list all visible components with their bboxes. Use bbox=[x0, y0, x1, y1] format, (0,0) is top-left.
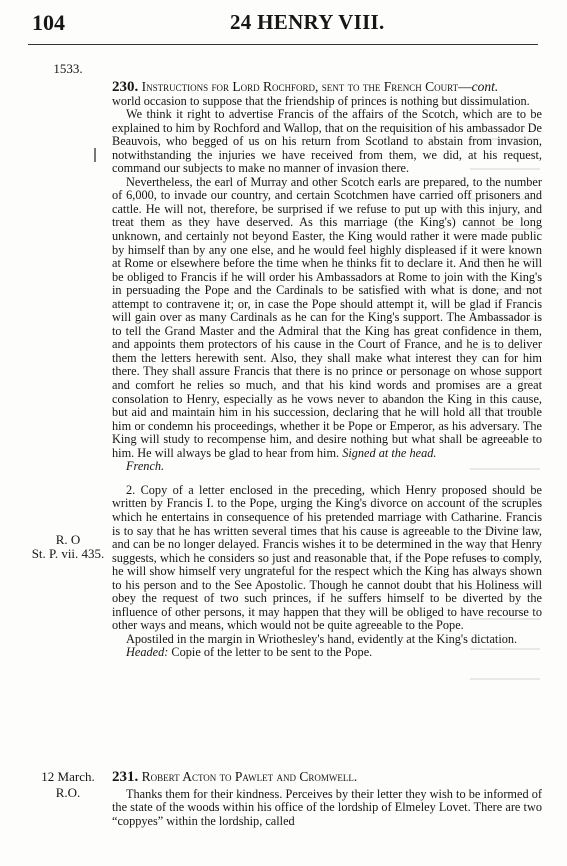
entry-230-title-suffix: cont. bbox=[471, 79, 499, 94]
entry-231-para-1: Thanks them for their kindness. Perceives by their letter they wish to be informed of the state of the woods within his office of the lordship of Elmeley Lovet. There are two “coppyes” within the lordship, called bbox=[112, 786, 542, 828]
entry-230-title: Instructions for Lord Rochford, sent to the French Court— bbox=[141, 79, 472, 94]
entry-230-para-4: Apostiled in the margin in Wriothesley's hand, evidently at the King's dictation. bbox=[126, 631, 518, 646]
entry-231-title: Robert Acton to Pawlet and Cromwell. bbox=[141, 769, 358, 784]
margin-mark bbox=[94, 148, 96, 162]
entry-231-number: 231. bbox=[112, 769, 139, 785]
header-rule bbox=[28, 44, 538, 45]
entry-230-para-2-text: Nevertheless, the earl of Murray and other Scotch earls are prepared, to the number of 6,000, to invade our country, and certain Scotchmen have carried off prisoners and cattle. He will not, therefore, be surprised if we refuse to put up with this injury, and treat them as they have deserved. As this marriage (the King's) cannot be long unknown, and certainly not beyond Easter, the King would rather it were made public by himself than by any one else, and he would feel highly displeased if it were known at Rome or elsewhere before the time when he thinks fit to declare it. And then he will be obliged to Francis if he will order his Ambassadors at Rome to join with the King's in persuading the Pope and the Cardinals to be satisfied with what is done, and not attempt to contravene it; or, in case the Pope should attempt it, will be glad if Francis will gain over as many Cardinals as he can for the King's support. The Ambassador is to tell the Grand Master and the Admiral that the King has great confidence in them, and appoints them protectors of his cause in the Court of France, and he is to deliver them the letters herewith sent. Also, they shall make what interest they can for him there. They shall assure Francis that there is no prince or personage on whose support and comfort he relies so much, and that his kind words and promises are a great consolation to Henry, especially as he vows never to abandon the King in this cause, but aid and maintain him in his succession, declaring that he will hold all that trouble him or condemn his proceedings, whether it be Pope or Emperor, as his adversary. The King will study to recompense him, and desire nothing but what shall be agreeable to him. He will always be glad to hear from him. bbox=[112, 174, 542, 460]
margin-date-2: 12 March. bbox=[41, 769, 95, 784]
entry-230-language bbox=[112, 460, 542, 474]
entry-231-heading bbox=[112, 770, 542, 785]
entry-230-continuation: world occasion to suppose that the friendship of princes is nothing but dissimulation. bbox=[112, 93, 530, 108]
entry-230 bbox=[112, 80, 542, 660]
margin-year: 1533. bbox=[53, 61, 83, 76]
entry-231 bbox=[112, 770, 542, 828]
entry-230-heading bbox=[112, 80, 542, 95]
entry-230-headed-text: Copie of the letter to be sent to the Pope. bbox=[168, 645, 373, 660]
entry-230-para-3: 2. Copy of a letter enclosed in the preceding, which Henry proposed should be written by Francis I. to the Pope, urging the King's divorce on account of the scruples which he entertains in consequence of his pretended marriage with Catharine. Francis is to say that he has written several times that his cause is agreeable to the Divine law, and can be no longer delayed. Francis wishes it to be determined in the way that Henry suggests, which he considers so just and reasonable that, if the Pope refuses to comply, he will show himself very ungrateful for the respect which the King has always shown to his person and to the See Apostolic. Though he cannot doubt that his Holiness will obey the request of two such princes, if he suffers himself to be diverted by the influence of other persons, it may happen that they will be obliged to have recourse to other ways and means, which would not be quite agreeable to the Pope. bbox=[112, 482, 542, 633]
page-number: 104 bbox=[32, 10, 65, 35]
entry-230-number: 230. bbox=[112, 79, 139, 95]
entry-230-headed-label: Headed: bbox=[126, 645, 169, 660]
running-title: 24 HENRY VIII. bbox=[230, 10, 385, 34]
margin-ref-1-line1: R. O bbox=[55, 532, 81, 547]
entry-230-signed: Signed at the head. bbox=[342, 445, 437, 460]
margin-ref-2: R.O. bbox=[55, 785, 81, 800]
margin-ref-1-line2: St. P. vii. 435. bbox=[31, 546, 105, 561]
entry-230-headed bbox=[112, 646, 542, 660]
entry-230-language-text: French. bbox=[126, 459, 165, 474]
entry-230-para-2 bbox=[112, 176, 542, 460]
margin-ref-1 bbox=[28, 533, 108, 561]
entry-230-para-1: We think it right to advertise Francis of the affairs of the Scotch, which are to be explained to him by Rochford and Wallop, that on the requisition of his ambassador De Beauvois, who begged of us on his return from Scotland to abstain from invasion, notwithstanding the injuries we have received from them, we did, at his request, command our subjects to make no manner of invasion there. bbox=[112, 107, 542, 176]
